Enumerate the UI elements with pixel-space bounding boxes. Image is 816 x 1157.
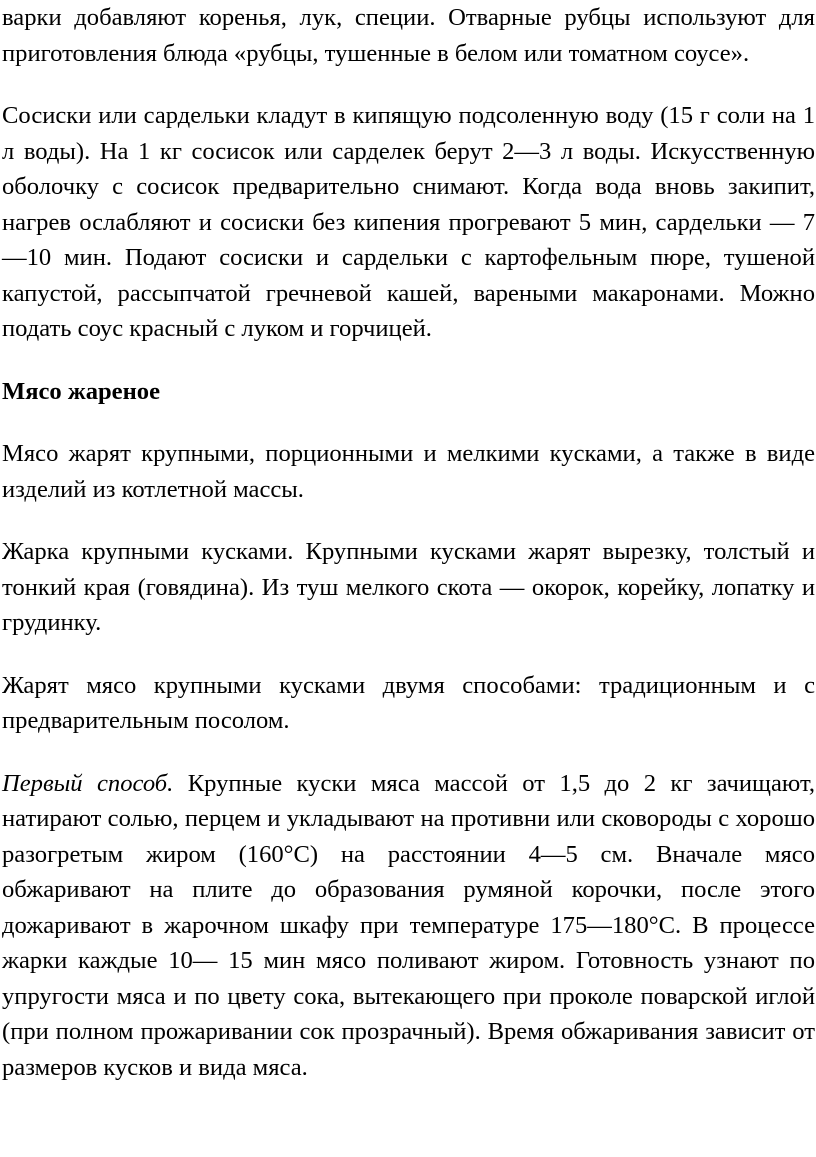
first-method-label: Первый способ. (2, 769, 174, 797)
first-method-text: Крупные куски мяса массой от 1,5 до 2 кг зачищают, натирают солью, перцем и укладывают на противни или сковороды с хорошо разогретым жиром (160°С) на расстоянии 4—5 см. Вначале мясо обжаривают на плите до образования румяной корочки, после этого дожаривают в жарочном шкафу при температуре 175—180°С. В процессе жарки каждые 10— 15 мин мясо поливают жиром. Готовность узнают по упругости мяса и по цвету сока, вытекающего при проколе поварской иглой (при полном прожаривании сок прозрачный). Время обжаривания зависит от размеров кусков и вида мяса. (2, 769, 815, 1081)
paragraph-first-method (2, 766, 815, 1086)
paragraph-frying-intro: Мясо жарят крупными, порционными и мелкими кусками, а также в виде изделий из котлетной массы. (2, 440, 815, 503)
paragraph-two-methods: Жарят мясо крупными кусками двумя способами: традиционным и с предварительным посолом. (2, 671, 815, 734)
paragraph-sausages: Сосиски или сардельки кладут в кипящую подсоленную воду (15 г соли на 1 л воды). На 1 кг сосисок или сарделек берут 2—3 л воды. Искусственную оболочку с сосисок предварительно снимают. Когда вода вновь закипит, нагрев ослабляют и сосиски без кипения прогревают 5 мин, сардельки — 7—10 мин. Подают сосиски и сардельки с картофельным пюре, тушеной капустой, рассыпчатой гречневой кашей, вареными макаронами. Можно подать соус красный с луком и горчицей. (2, 102, 815, 342)
section-heading: Мясо жареное (2, 377, 160, 405)
paragraph-tripe: варки добавляют коренья, лук, специи. Отварные рубцы используют для приготовления блюда «рубцы, тушенные в белом или томатном соусе». (2, 4, 815, 67)
paragraph-large-pieces: Жарка крупными кусками. Крупными кусками жарят вырезку, толстый и тонкий края (говядина). Из туш мелкого скота — окорок, корейку, лопатку и грудинку. (2, 538, 815, 636)
